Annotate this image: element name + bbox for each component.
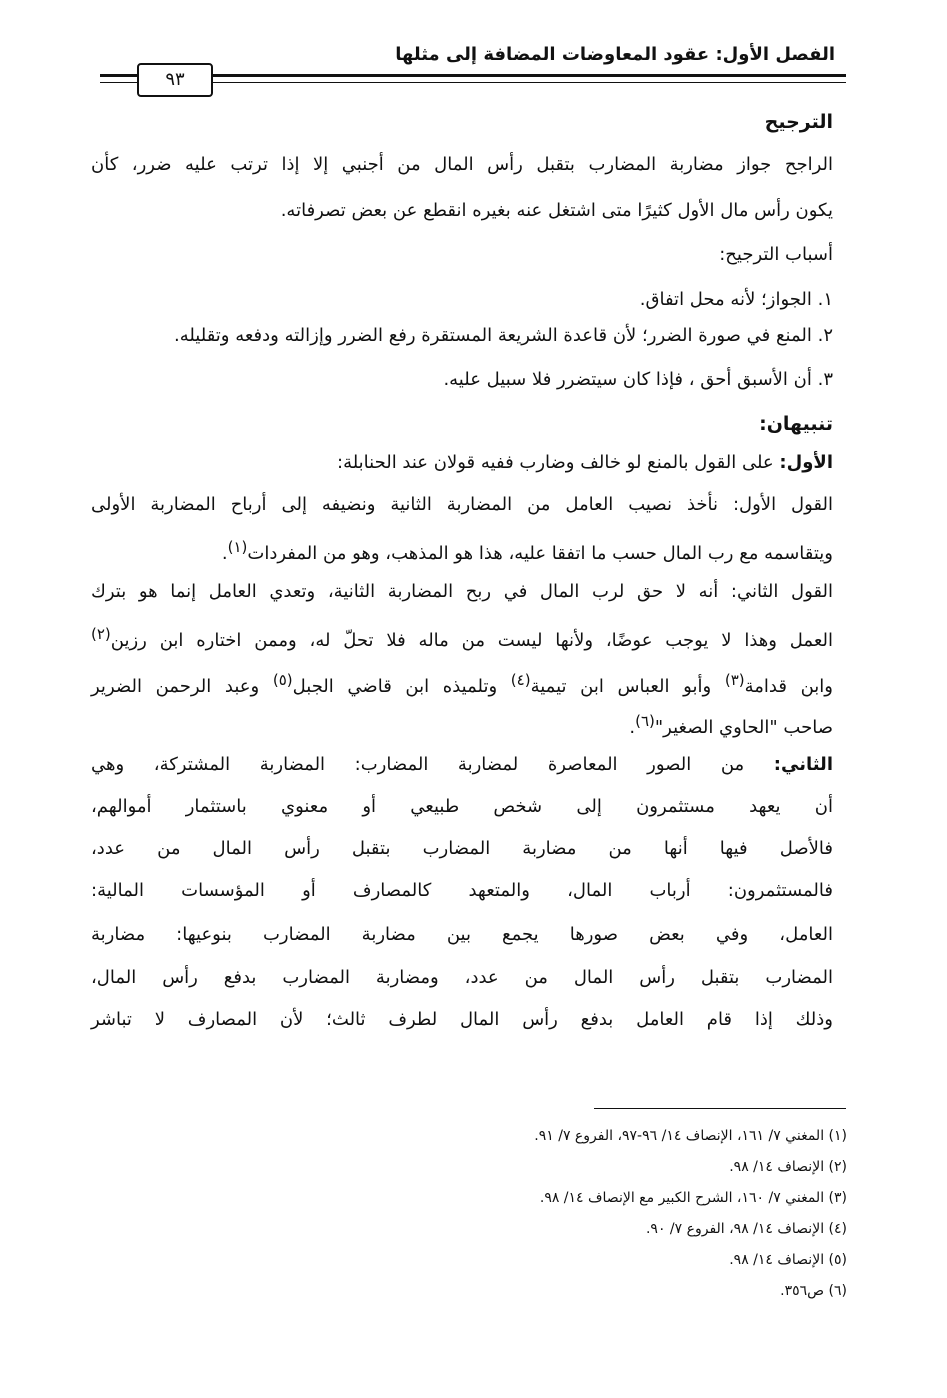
footnote-ref: (٢) (91, 625, 111, 643)
paragraph-line: ويتقاسمه مع رب المال حسب ما اتفقا عليه، هذا هو المذهب، وهو من المفردات$^{(١)}$. (221, 538, 833, 564)
paragraph-text: وأبو العباس ابن تيمية (530, 676, 725, 697)
reasons-title: أسباب الترجيح: (719, 244, 833, 265)
footnote: (٢) الإنصاف ١٤/ ٩٨. (729, 1159, 847, 1175)
paragraph-line: وذلك إذا قام العامل بدفع رأس المال لطرف ثالث؛ لأن المصارف لا تباشر (91, 1009, 833, 1030)
paragraph-text: صاحب "الحاوي الصغير" (654, 717, 833, 738)
paragraph-text: ويتقاسمه مع رب المال حسب ما اتفقا عليه، هذا هو المذهب، وهو من المفردات (247, 543, 833, 564)
paragraph-line (91, 619, 833, 656)
reason-item: ٢. المنع في صورة الضرر؛ لأن قاعدة الشريعة المستقرة رفع الضرر وإزالته ودفعه وتقليله. (173, 325, 833, 346)
paragraph-text: وعبد الرحمن الضرير (91, 676, 273, 697)
paragraph-text: العمل وهذا لا يوجب عوضًا، ولأنها ليست من ماله فلا تحلّ له، وممن اختاره ابن رزين (110, 630, 833, 651)
reason-item: ٣. أن الأسبق أحق ، فإذا كان سيتضرر فلا سبيل عليه. (443, 369, 833, 390)
section-heading-tanbeehan: تنبيهان: (759, 413, 833, 435)
first-note-label: الأول: (779, 452, 833, 473)
paragraph-text: وابن قدامة (744, 676, 833, 697)
paragraph-line: فالمستثمرون: أرباب المال، والمتعهد كالمصارف أو المؤسسات المالية: (91, 880, 833, 901)
paragraph-line: فالأصل فيها أنها من مضاربة المضارب بتقبل رأس المال من عدد، (91, 838, 833, 859)
paragraph-line: العامل، وفي بعض صورها يجمع بين مضاربة المضارب بنوعيها: مضاربة (91, 924, 833, 945)
running-header: الفصل الأول: عقود المعاوضات المضافة إلى مثلها (395, 44, 835, 65)
footnote-ref: (١) (227, 538, 248, 556)
paragraph-line: صاحب "الحاوي الصغير"$^{(٦)}$. (629, 712, 833, 738)
footnote-ref: (٥) (272, 671, 293, 689)
paragraph-line: الراجح جواز مضاربة المضارب بتقبل رأس المال من أجنبي إلا إذا ترتب عليه ضرر، كأن (91, 154, 833, 175)
second-note-label: الثاني: (773, 754, 833, 775)
paragraph-line: يكون رأس مال الأول كثيرًا متى اشتغل عنه بغيره انقطع عن بعض تصرفاته. (280, 200, 833, 221)
footnote: (١) المغني ٧/ ١٦١، الإنصاف ١٤/ ٩٦-٩٧، الفروع ٧/ ٩١. (534, 1128, 847, 1144)
footnote-ref: (٦) (635, 712, 655, 730)
footnote: (٥) الإنصاف ١٤/ ٩٨. (729, 1252, 847, 1268)
paragraph-line: القول الثاني: أنه لا حق لرب المال في ربح المضاربة الثانية، وتعدي العامل إنما هو بترك (91, 581, 833, 602)
page-number: ٩٣ (137, 63, 213, 97)
footnote: (٦) ص٣٥٦. (780, 1283, 847, 1299)
paragraph-line (91, 750, 833, 780)
footnote-ref: (٣) (724, 671, 745, 689)
paragraph-line (91, 448, 833, 478)
reason-item: ١. الجواز؛ لأنه محل اتفاق. (639, 289, 833, 310)
section-heading-tarjeeh: الترجيح (764, 111, 833, 133)
paragraph-line: المضارب بتقبل رأس المال من عدد، ومضاربة المضارب بدفع رأس المال، (91, 967, 833, 988)
paragraph-text: وتلميذه ابن قاضي الجبل (292, 676, 511, 697)
first-note-text: على القول بالمنع لو خالف وضارب ففيه قولان عند الحنابلة: (337, 452, 774, 473)
footnote: (٣) المغني ٧/ ١٦٠، الشرح الكبير مع الإنصاف ١٤/ ٩٨. (539, 1190, 847, 1206)
paragraph-text: من الصور المعاصرة لمضاربة المضارب: المضاربة المشتركة، وهي (91, 754, 745, 775)
footnote: (٤) الإنصاف ١٤/ ٩٨، الفروع ٧/ ٩٠. (645, 1221, 847, 1237)
footnote-ref: (٤) (510, 671, 531, 689)
paragraph-line: أن يعهد مستثمرون إلى شخص طبيعي أو معنوي باستثمار أموالهم، (91, 796, 833, 817)
paragraph-line: القول الأول: نأخذ نصيب العامل من المضاربة الثانية ونضيفه إلى أرباح المضاربة الأولى (91, 494, 833, 515)
footnote-separator (594, 1108, 846, 1109)
paragraph-line (91, 665, 833, 702)
